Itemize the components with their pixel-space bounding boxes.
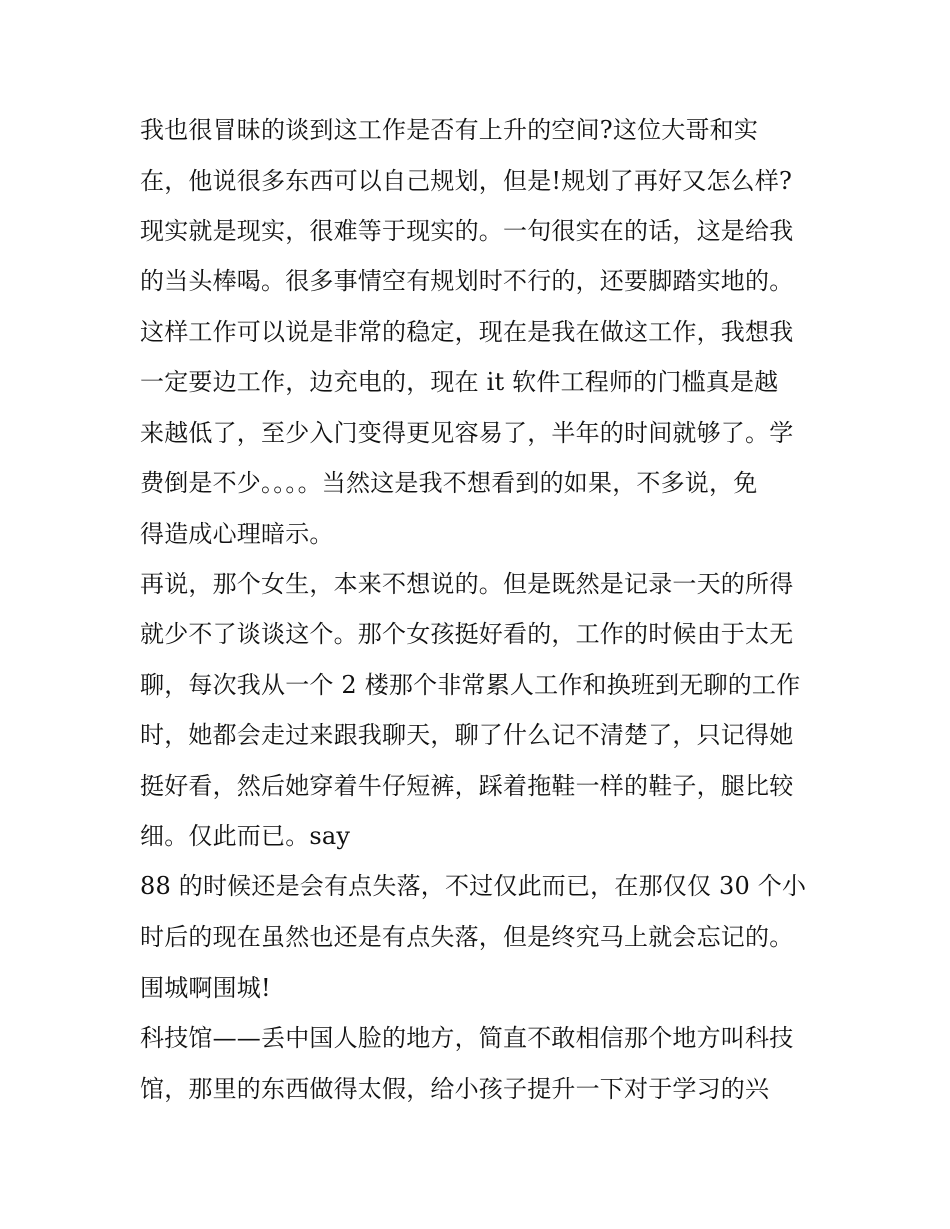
text-line: 来越低了，至少入门变得更见容易了，半年的时间就够了。学 [140, 419, 794, 447]
text-line: 费倒是不少。。。。当然这是我不想看到的如果，不多说，免 [140, 469, 758, 497]
text-line: 时，她都会走过来跟我聊天，聊了什么记不清楚了，只记得她 [140, 721, 794, 749]
text-line: 科技馆——丢中国人脸的地方，简直不敢相信那个地方叫科技 [140, 1024, 794, 1052]
text-line: 时后的现在虽然也还是有点失落，但是终究马上就会忘记的。 [140, 923, 794, 951]
text-line: 就少不了谈谈这个。那个女孩挺好看的，工作的时候由于太无 [140, 620, 794, 648]
text-line: 细。仅此而已。say [140, 822, 351, 850]
text-line: 在，他说很多东西可以自己规划，但是!规划了再好又怎么样? [140, 167, 793, 195]
text-line: 这样工作可以说是非常的稳定，现在是我在做这工作，我想我 [140, 318, 794, 346]
text-line: 围城啊围城! [140, 974, 271, 1002]
text-line: 馆，那里的东西做得太假，给小孩子提升一下对于学习的兴 [140, 1075, 770, 1103]
text-line: 挺好看，然后她穿着牛仔短裤，踩着拖鞋一样的鞋子，腿比较 [140, 772, 794, 800]
text-line: 一定要边工作，边充电的，现在 it 软件工程师的门槛真是越 [140, 368, 779, 396]
text-line: 88 的时候还是会有点失落，不过仅此而已，在那仅仅 30 个小 [140, 872, 807, 900]
text-line: 得造成心理暗示。 [140, 520, 334, 548]
text-line: 再说，那个女生，本来不想说的。但是既然是记录一天的所得 [140, 570, 794, 598]
text-line: 的当头棒喝。很多事情空有规划时不行的，还要脚踏实地的。 [140, 267, 794, 295]
text-line: 我也很冒昧的谈到这工作是否有上升的空间?这位大哥和实 [140, 116, 759, 144]
text-line: 现实就是现实，很难等于现实的。一句很实在的话，这是给我 [140, 217, 794, 245]
text-line: 聊，每次我从一个 2 楼那个非常累人工作和换班到无聊的工作 [140, 671, 801, 699]
